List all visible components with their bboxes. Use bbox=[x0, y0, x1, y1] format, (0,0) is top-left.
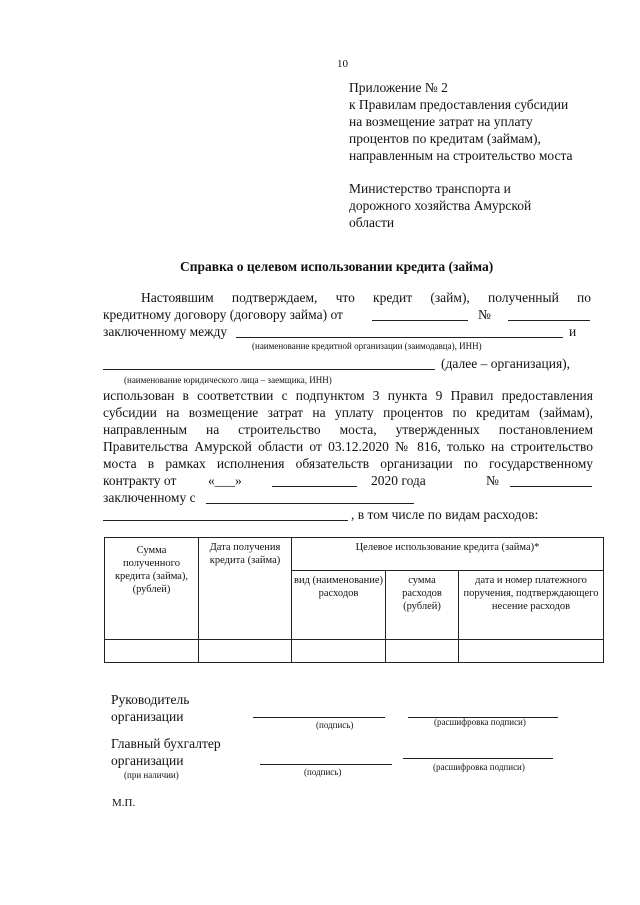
body-line: направленным на строительство моста, утвержденных постановлением bbox=[103, 422, 593, 437]
appendix-line: направленным на строительство моста bbox=[349, 148, 573, 163]
header-expense-sum: сумма расходов (рублей) bbox=[386, 571, 459, 640]
page-number: 10 bbox=[337, 58, 348, 70]
header-expense-type: вид (наименование) расходов bbox=[292, 571, 386, 640]
head-label-line: Руководитель bbox=[111, 692, 190, 707]
lender-blank[interactable] bbox=[236, 337, 563, 338]
year-text: 2020 года bbox=[371, 473, 426, 488]
signature-caption: (подпись) bbox=[316, 720, 354, 730]
body-line: субсидии на возмещение затрат на уплату процентов по кредитам (займам), bbox=[103, 405, 593, 420]
table-header-row bbox=[105, 538, 604, 571]
body-line: Настоявшим подтверждаем, что кредит (займ), полученный по bbox=[141, 290, 591, 305]
if-any-caption: (при наличии) bbox=[124, 770, 179, 780]
header-loan-date: Дата получения кредита (займа) bbox=[199, 538, 292, 640]
body-line: (далее – организация), bbox=[441, 356, 571, 371]
contract-month-blank[interactable] bbox=[272, 486, 357, 487]
appendix-line: к Правилам предоставления субсидии bbox=[349, 97, 569, 112]
recipient-line: Министерство транспорта и bbox=[349, 181, 511, 196]
table-cell[interactable] bbox=[292, 640, 386, 663]
accountant-label-line: организации bbox=[111, 753, 184, 768]
table-cell[interactable] bbox=[105, 640, 199, 663]
borrower-blank[interactable] bbox=[103, 369, 435, 370]
accountant-decode-line[interactable] bbox=[403, 758, 553, 759]
expense-table bbox=[104, 537, 604, 663]
body-line: контракту от bbox=[103, 473, 177, 488]
header-payment-order: дата и номер платежного поручения, подтверждающего несение расходов bbox=[459, 571, 604, 640]
body-line: , в том числе по видам расходов: bbox=[351, 507, 539, 522]
table-row bbox=[105, 640, 604, 663]
decode-caption: (расшифровка подписи) bbox=[434, 717, 526, 727]
appendix-line: Приложение № 2 bbox=[349, 80, 448, 95]
caption-borrower: (наименование юридического лица – заемщика, ИНН) bbox=[124, 375, 332, 385]
document-title: Справка о целевом использовании кредита (займа) bbox=[180, 259, 494, 274]
accountant-label bbox=[111, 735, 221, 769]
signature-caption: (подпись) bbox=[304, 767, 342, 777]
decode-caption: (расшифровка подписи) bbox=[433, 762, 525, 772]
contractor-continue-blank[interactable] bbox=[103, 520, 348, 521]
stamp-place: М.П. bbox=[112, 797, 136, 809]
appendix-block bbox=[349, 79, 573, 164]
and-word: и bbox=[569, 324, 577, 339]
recipient-line: дорожного хозяйства Амурской bbox=[349, 198, 532, 213]
body-line: заключенному с bbox=[103, 490, 196, 505]
head-label bbox=[111, 691, 189, 725]
head-signature-line[interactable] bbox=[253, 717, 385, 718]
body-line: кредитному договору (договору займа) от bbox=[103, 307, 343, 322]
number-sign: № bbox=[486, 473, 499, 488]
header-target-use: Целевое использование кредита (займа)* bbox=[292, 538, 604, 571]
state-contract-number-blank[interactable] bbox=[510, 486, 592, 487]
accountant-signature-line[interactable] bbox=[260, 764, 392, 765]
contractor-blank[interactable] bbox=[206, 503, 414, 504]
caption-lender: (наименование кредитной организации (заимодавца), ИНН) bbox=[252, 341, 482, 351]
body-line: использован в соответствии с подпунктом 3 пункта 9 Правил предоставления bbox=[103, 388, 593, 403]
accountant-label-line: Главный бухгалтер bbox=[111, 736, 221, 751]
body-line: заключенному между bbox=[103, 324, 228, 339]
body-line: моста в рамках исполнения обязательств организации по государственному bbox=[103, 456, 593, 471]
number-sign: № bbox=[478, 307, 491, 322]
recipient-line: области bbox=[349, 215, 395, 230]
appendix-line: на возмещение затрат на уплату bbox=[349, 114, 533, 129]
body-line: Правительства Амурской области от 03.12.2020 № 816, только на строительство bbox=[103, 439, 593, 454]
date-day-blank: «___» bbox=[208, 473, 242, 488]
table-cell[interactable] bbox=[386, 640, 459, 663]
header-loan-amount: Сумма полученного кредита (займа), (рублей) bbox=[105, 538, 199, 640]
head-label-line: организации bbox=[111, 709, 184, 724]
contract-date-blank[interactable] bbox=[372, 320, 468, 321]
table-cell[interactable] bbox=[459, 640, 604, 663]
contract-number-blank[interactable] bbox=[508, 320, 590, 321]
recipient-block bbox=[349, 180, 531, 231]
table-cell[interactable] bbox=[199, 640, 292, 663]
appendix-line: процентов по кредитам (займам), bbox=[349, 131, 541, 146]
